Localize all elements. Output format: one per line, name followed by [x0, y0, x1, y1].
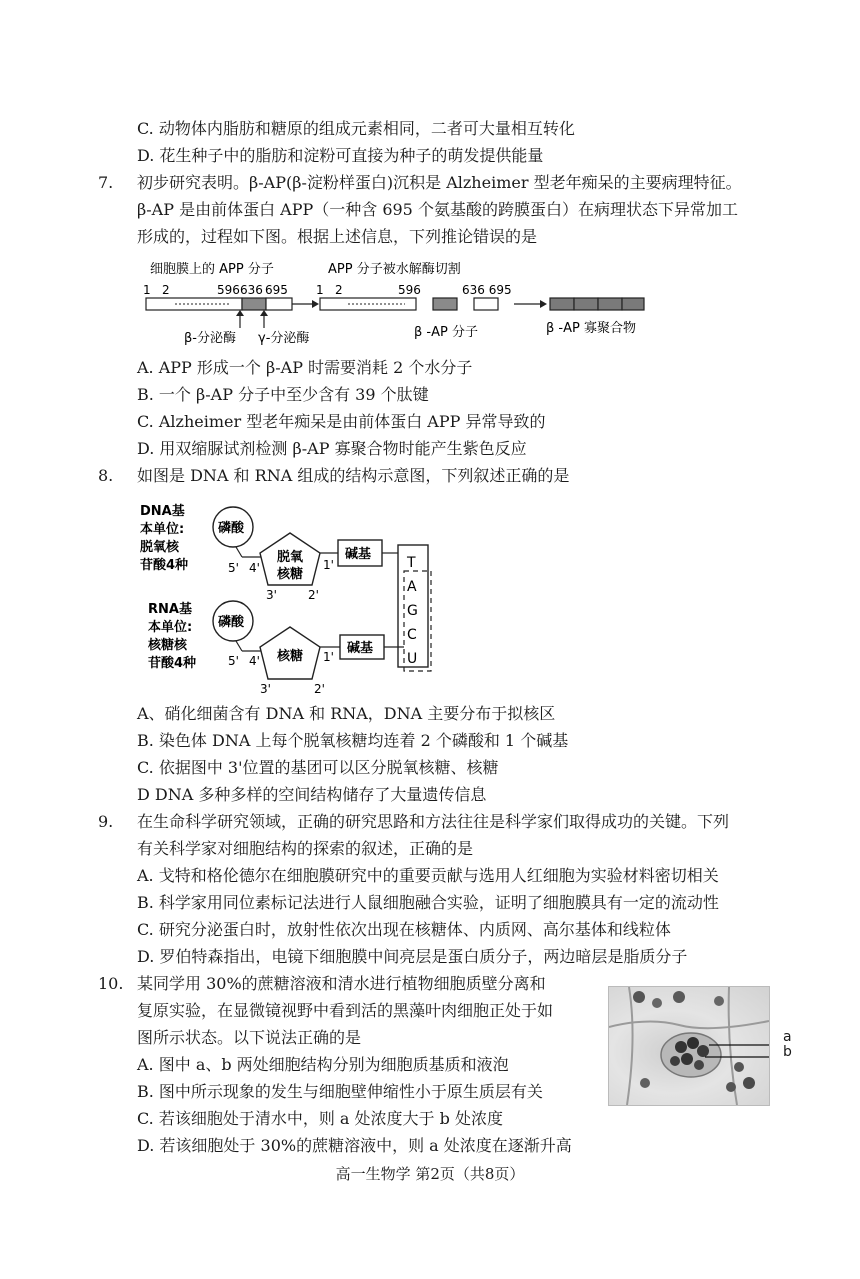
gamma-secretase-label: γ-分泌酶 — [258, 331, 310, 346]
q10-stem-line2: 复原实验，在显微镜视野中看到活的黑藻叶肉细胞正处于如 — [137, 1001, 554, 1020]
micrograph-drawing — [609, 987, 769, 1105]
dna-label-3: 脱氧核 — [140, 540, 180, 555]
bap-aggregate-label: β -AP 寡聚合物 — [546, 321, 636, 336]
rna-label-3: 核糖核 — [148, 638, 188, 653]
bap-molecule-label: β -AP 分子 — [414, 325, 478, 340]
num-695: 695 — [265, 283, 288, 297]
rna-phosphate-text: 磷酸 — [218, 615, 245, 630]
rna-c3: 3' — [260, 682, 271, 696]
num-596: 596 — [217, 283, 240, 297]
dna-label-1: DNA基 — [140, 504, 185, 519]
bap-segment — [242, 298, 266, 310]
beta-secretase-label: β-分泌酶 — [184, 331, 236, 346]
q6-option-c: C. 动物体内脂肪和糖原的组成元素相同，二者可大量相互转化 — [137, 119, 575, 138]
q9-option-d: D. 罗伯特森指出，电镜下细胞膜中间亮层是蛋白质分子，两边暗层是脂质分子 — [137, 947, 688, 966]
ribose-text: 核糖 — [277, 649, 304, 664]
q9-number: 9. — [98, 812, 114, 831]
q7-option-a: A. APP 形成一个 β-AP 时需要消耗 2 个水分子 — [137, 358, 473, 377]
rna-c1: 1' — [323, 650, 334, 664]
q10-stem-line1: 某同学用 30%的蔗糖溶液和清水进行植物细胞质壁分离和 — [137, 974, 546, 993]
app-cleavage-diagram — [0, 0, 860, 360]
dna-base-text: 碱基 — [345, 547, 372, 562]
cut-label: APP 分子被水解酶切割 — [328, 262, 461, 277]
aggregate-unit-3 — [598, 298, 622, 310]
q10-stem-line3: 图所示状态。以下说法正确的是 — [137, 1028, 362, 1047]
q8-stem: 如图是 DNA 和 RNA 组成的结构示意图，下列叙述正确的是 — [137, 466, 570, 485]
aggregate-unit-2 — [574, 298, 598, 310]
q7-number: 7. — [98, 173, 114, 192]
page-footer: 高一生物学 第2页（共8页） — [335, 1165, 525, 1183]
q7-stem-line3: 形成的，过程如下图。根据上述信息，下列推论错误的是 — [137, 227, 538, 246]
num-m2: 2 — [335, 283, 343, 297]
q10-option-a: A. 图中 a、b 两处细胞结构分别为细胞质基质和液泡 — [137, 1055, 509, 1074]
rna-label-4: 苷酸4种 — [148, 656, 197, 671]
base-t: T — [407, 555, 416, 571]
rna-c5: 5' — [228, 654, 239, 668]
q7-stem-line1: 初步研究表明。β-AP(β-淀粉样蛋白)沉积是 Alzheimer 型老年痴呆的主要病理特征。 — [137, 173, 742, 192]
num-2: 2 — [162, 283, 170, 297]
bap-molecule-box — [433, 298, 457, 310]
q10-option-b: B. 图中所示现象的发生与细胞壁伸缩性小于原生质层有关 — [137, 1082, 543, 1101]
app-segment-tail — [266, 298, 292, 310]
q7-option-c: C. Alzheimer 型老年痴呆是由前体蛋白 APP 异常导致的 — [137, 412, 546, 431]
deoxyribose-text-1: 脱氧 — [277, 550, 304, 565]
micrograph-label-a: a — [783, 1029, 792, 1045]
dna-label-2: 本单位: — [140, 522, 185, 537]
q8-option-b: B. 染色体 DNA 上每个脱氧核糖均连着 2 个磷酸和 1 个碱基 — [137, 731, 569, 750]
num-m1: 1 — [316, 283, 324, 297]
num-m596: 596 — [398, 283, 421, 297]
rna-c4: 4' — [249, 654, 260, 668]
q9-stem-line1: 在生命科学研究领域，正确的研究思路和方法往往是科学家们取得成功的关键。下列 — [137, 812, 730, 831]
dna-label-4: 苷酸4种 — [140, 558, 189, 573]
base-u: U — [407, 651, 418, 667]
app-label: 细胞膜上的 APP 分子 — [150, 262, 274, 277]
q7-option-d: D. 用双缩脲试剂检测 β-AP 寡聚合物时能产生紫色反应 — [137, 439, 527, 458]
num-1: 1 — [143, 283, 151, 297]
q10-number: 10. — [98, 974, 124, 993]
dna-c3: 3' — [266, 588, 277, 602]
num-m636-695: 636 695 — [462, 283, 512, 297]
rna-base-text: 碱基 — [347, 641, 374, 656]
q8-option-c: C. 依据图中 3'位置的基团可以区分脱氧核糖、核糖 — [137, 758, 499, 777]
dna-c4: 4' — [249, 561, 260, 575]
aggregate-unit-1 — [550, 298, 574, 310]
q7-stem-line2: β-AP 是由前体蛋白 APP（一种含 695 个氨基酸的跨膜蛋白）在病理状态下异常加工 — [137, 200, 738, 219]
rna-c2: 2' — [314, 682, 325, 696]
q7-option-b: B. 一个 β-AP 分子中至少含有 39 个肽键 — [137, 385, 429, 404]
nucleotide-diagram — [0, 495, 860, 700]
dna-c1: 1' — [323, 558, 334, 572]
dna-c2: 2' — [308, 588, 319, 602]
aggregate-unit-4 — [622, 298, 644, 310]
dna-c5: 5' — [228, 561, 239, 575]
base-a: A — [407, 579, 417, 595]
q10-option-d: D. 若该细胞处于 30%的蔗糖溶液中，则 a 处浓度在逐渐升高 — [137, 1136, 572, 1155]
q9-option-b: B. 科学家用同位素标记法进行人鼠细胞融合实验，证明了细胞膜具有一定的流动性 — [137, 893, 719, 912]
q8-option-d: D DNA 多种多样的空间结构储存了大量遗传信息 — [137, 785, 487, 804]
q9-stem-line2: 有关科学家对细胞结构的探索的叙述，正确的是 — [137, 839, 474, 858]
micrograph-image — [608, 986, 770, 1106]
deoxyribose-text-2: 核糖 — [277, 567, 304, 582]
num-636: 636 — [240, 283, 263, 297]
q9-option-c: C. 研究分泌蛋白时，放射性依次出现在核糖体、内质网、高尔基体和线粒体 — [137, 920, 671, 939]
base-g: G — [407, 603, 418, 619]
base-c: C — [407, 627, 417, 643]
micrograph-label-b: b — [783, 1044, 792, 1060]
q6-option-d: D. 花生种子中的脂肪和淀粉可直接为种子的萌发提供能量 — [137, 146, 544, 165]
rna-label-2: 本单位: — [148, 620, 193, 635]
q8-number: 8. — [98, 466, 114, 485]
dna-phosphate-text: 磷酸 — [218, 521, 245, 536]
q10-option-c: C. 若该细胞处于清水中，则 a 处浓度大于 b 处浓度 — [137, 1109, 503, 1128]
q8-option-a: A、硝化细菌含有 DNA 和 RNA，DNA 主要分布于拟核区 — [137, 704, 556, 723]
c-terminal-fragment — [474, 298, 498, 310]
q9-option-a: A. 戈特和格伦德尔在细胞膜研究中的重要贡献与选用人红细胞为实验材料密切相关 — [137, 866, 719, 885]
rna-label-1: RNA基 — [148, 602, 192, 617]
